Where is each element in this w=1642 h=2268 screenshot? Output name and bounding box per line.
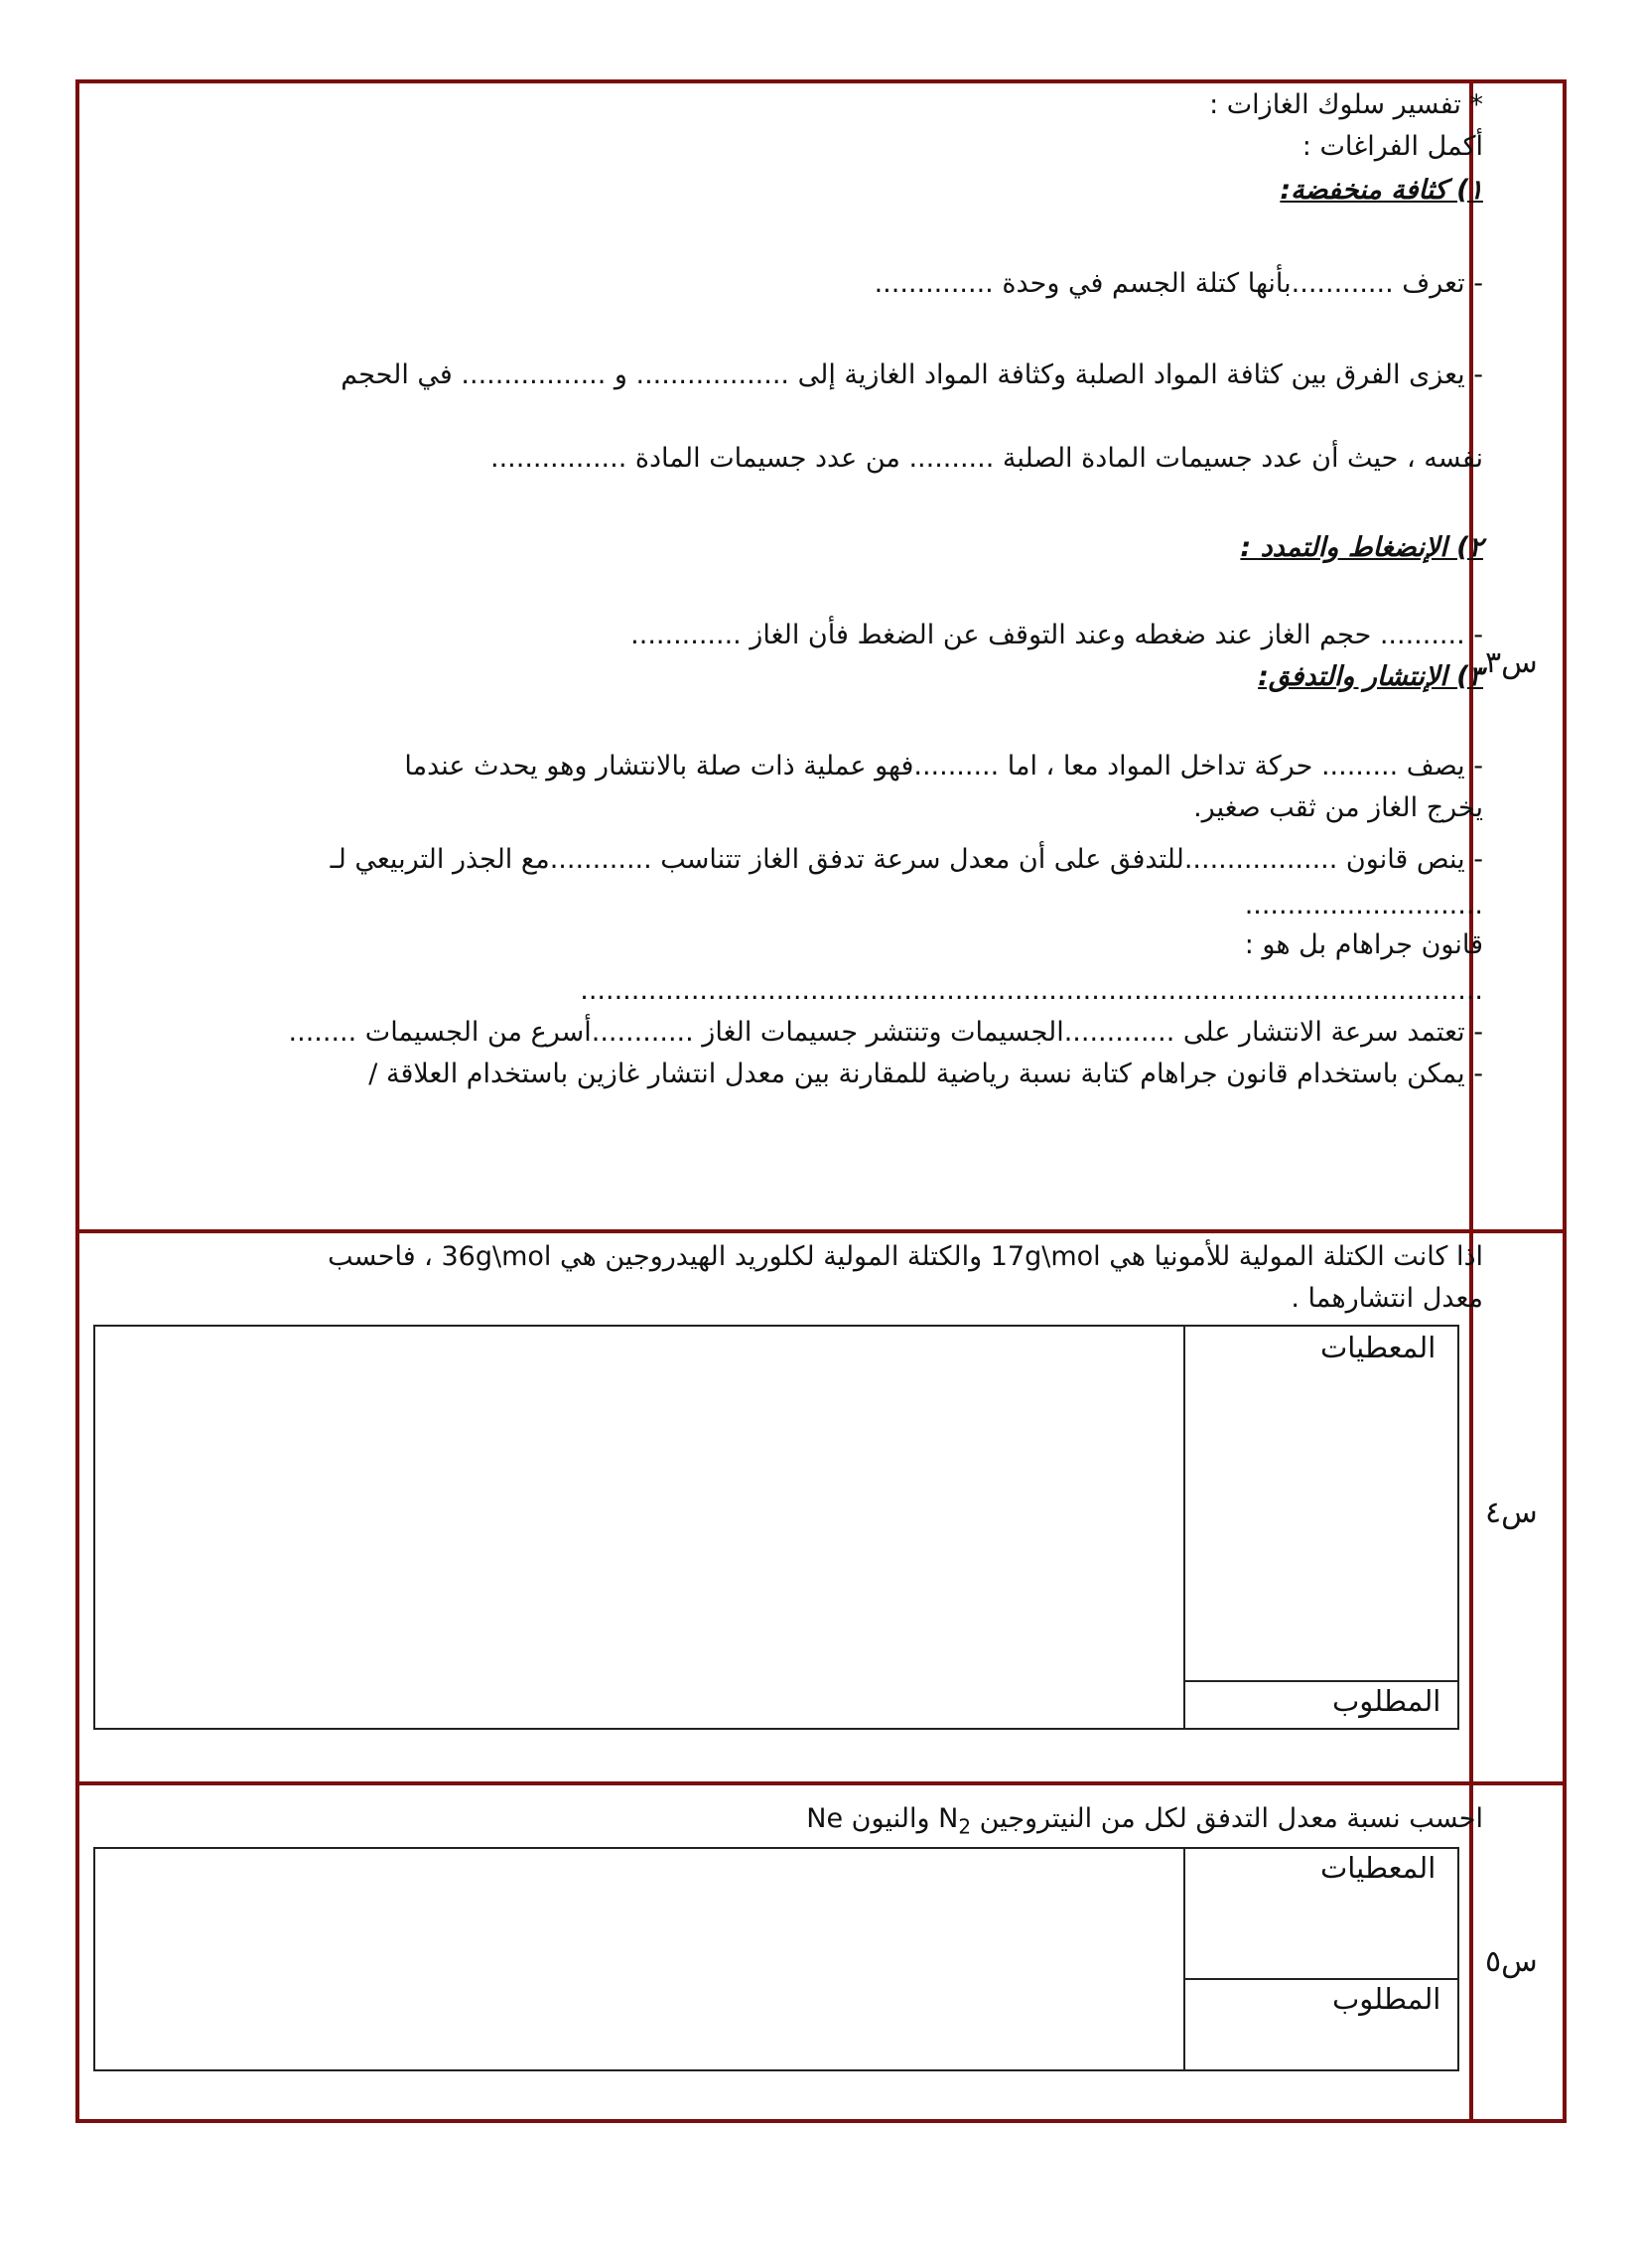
instruction: أكمل الفراغات : — [1301, 131, 1483, 162]
question-5-tail: والنيون Ne — [806, 1803, 939, 1834]
answer-box-4-split — [1183, 1680, 1457, 1682]
blank-line-11: - تعتمد سرعة الانتشار على .............الجسيمات وتنتشر جسيمات الغاز ............أسرع من الجسيمات ........ — [288, 1017, 1483, 1048]
given-label-5: المعطيات — [1320, 1851, 1437, 1885]
blank-line-7: - ينص قانون ..................للتدفق على أن معدل سرعة تدفق الغاز تتناسب ............مع الجذر التربيعي لـ — [330, 844, 1483, 875]
blank-line-5: - يصف ......... حركة تداخل المواد معا ، اما ..........فهو عملية ذات صلة بالانتشار وهو يحدث عندما — [404, 751, 1483, 781]
row-separator-3-4 — [75, 1229, 1567, 1233]
blank-line-10: .......................................................................................................... — [580, 975, 1483, 1006]
graham-law-label: قانون جراهام بل هو : — [1244, 929, 1483, 960]
right-border — [1563, 79, 1567, 2123]
answer-box-5 — [93, 1847, 1459, 2071]
given-label-4: المعطيات — [1320, 1331, 1437, 1364]
top-border — [75, 79, 1567, 83]
blank-line-2: - يعزى الفرق بين كثافة المواد الصلبة وكثافة المواد الغازية إلى .................. و ................. في الحجم — [341, 359, 1483, 390]
blank-line-1: - تعرف ............بأنها كتلة الجسم في وحدة .............. — [874, 268, 1483, 299]
heading-compression: ٢) الإنضغاط والتمدد : — [1240, 532, 1483, 563]
row-separator-4-5 — [75, 1781, 1567, 1785]
question-4-line-2: معدل انتشارهما . — [1291, 1283, 1483, 1314]
section-title: * تفسير سلوك الغازات : — [1209, 89, 1483, 120]
heading-diffusion: ٣) الإنتشار والتدفق: — [1258, 661, 1483, 692]
required-label-4: المطلوب — [1332, 1684, 1441, 1718]
heading-low-density: ١) كثافة منخفضة: — [1280, 175, 1483, 206]
answer-box-5-divider — [1183, 1847, 1185, 2069]
required-label-5: المطلوب — [1332, 1982, 1441, 2016]
answer-box-4-divider — [1183, 1325, 1185, 1728]
left-border — [75, 79, 79, 2123]
question-label-5: س٥ — [1485, 1944, 1538, 1979]
bottom-border — [75, 2119, 1567, 2123]
question-5-subscript: 2 — [958, 1814, 972, 1839]
blank-line-6: يخرج الغاز من ثقب صغير. — [1193, 792, 1483, 823]
question-5-text: احسب نسبة معدل التدفق لكل من النيتروجين N — [938, 1803, 1483, 1834]
answer-box-4 — [93, 1325, 1459, 1730]
blank-line-12: - يمكن باستخدام قانون جراهام كتابة نسبة رياضية للمقارنة بين معدل انتشار غازين باستخدام العلاقة / — [368, 1059, 1483, 1089]
question-label-4: س٤ — [1485, 1495, 1538, 1530]
question-label-3: س٣ — [1485, 645, 1538, 680]
blank-line-3: نفسه ، حيث أن عدد جسيمات المادة الصلبة .......... من عدد جسيمات المادة ................ — [489, 443, 1483, 474]
question-5-line — [806, 1803, 1483, 1838]
blank-line-8: ............................ — [1244, 890, 1483, 921]
question-4-line-1: اذا كانت الكتلة المولية للأمونيا هي 17g\mol والكتلة المولية لكلوريد الهيدروجين هي 36g\mol ، فاحسب — [328, 1241, 1483, 1272]
answer-box-5-split — [1183, 1978, 1457, 1980]
blank-line-4: - .......... حجم الغاز عند ضغطه وعند التوقف عن الضغط فأن الغاز ............. — [630, 620, 1483, 650]
